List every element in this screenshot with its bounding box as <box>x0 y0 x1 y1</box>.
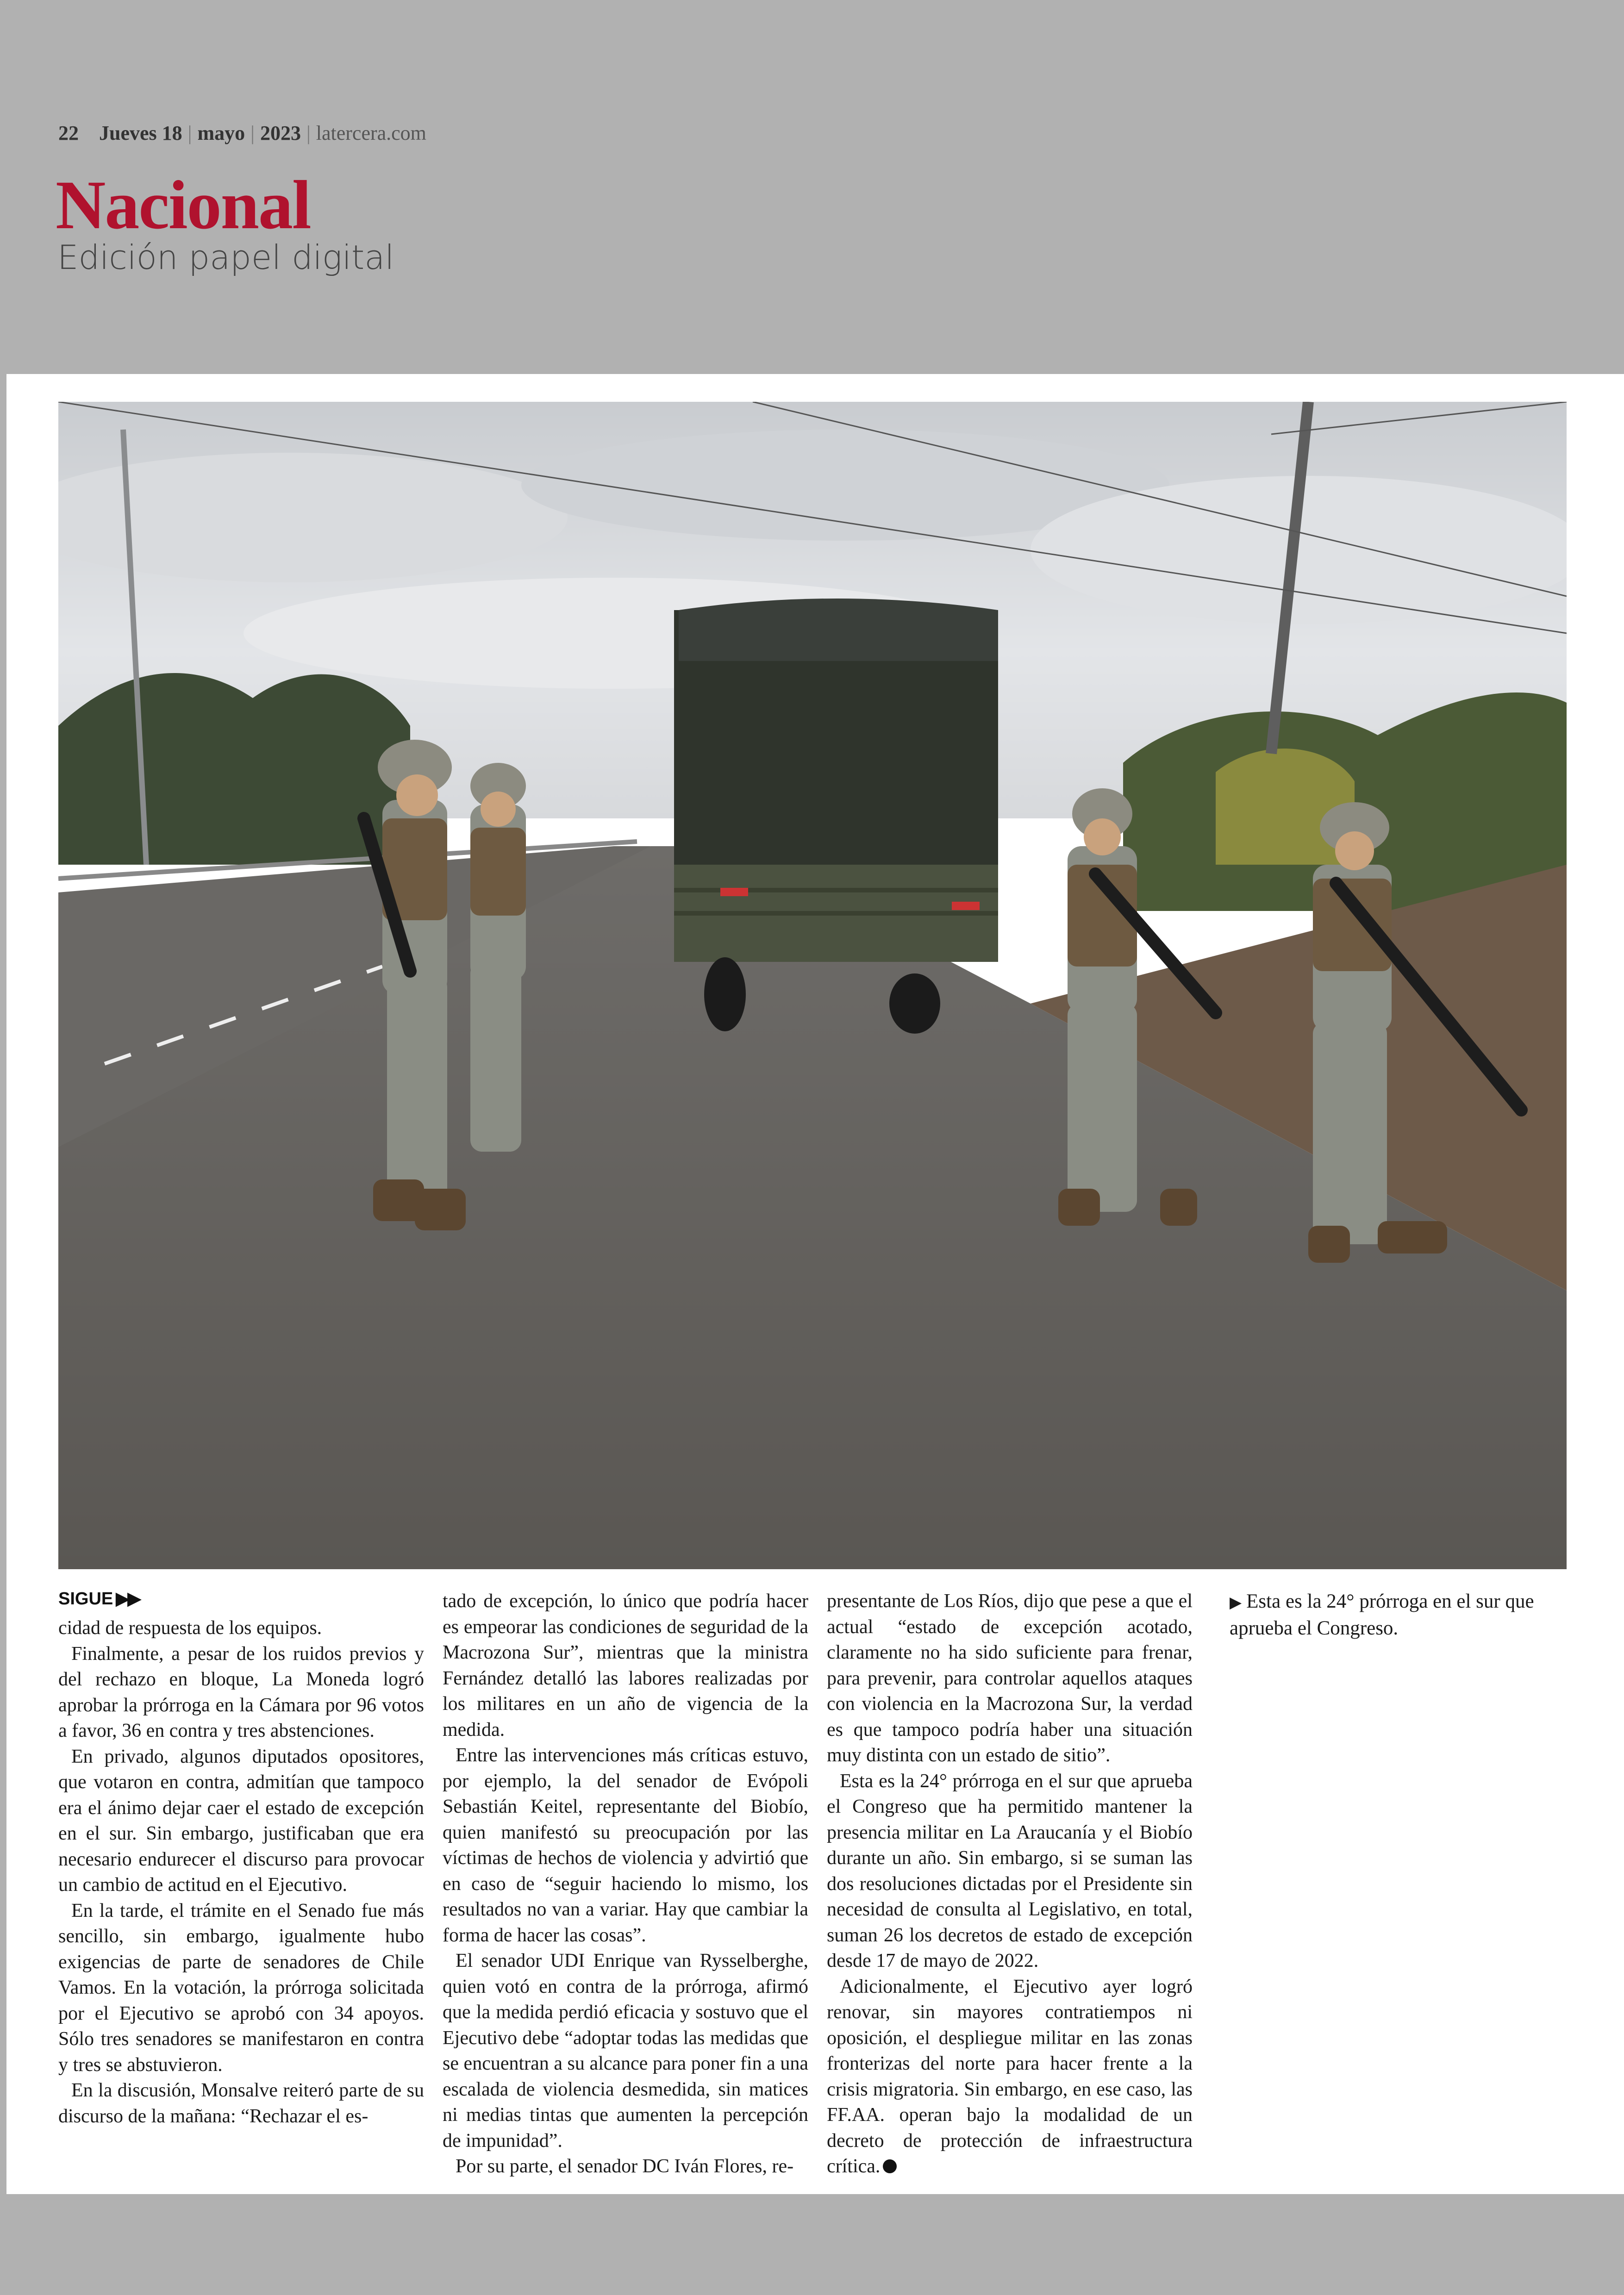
sidebar-note: ▶ Esta es la 24° prórroga en el sur que aprueba el Congreso. <box>1230 1590 1534 1639</box>
page-number: 22 <box>58 122 79 144</box>
paragraph: Entre las intervenciones más críticas estuvo, por ejemplo, la del senador de Evópoli Sebastián Keitel, representante del Biobío, quien manifestó su preocupación por las víctimas de hechos de violencia y advirtió que en caso de “seguir haciendo lo mismo, los resultados no van a variar. Hay que cambiar la forma de hacer las cosas”. <box>443 1745 808 1946</box>
article-column-2 <box>443 1589 808 2180</box>
paragraph: El senador UDI Enrique van Rysselberghe, quien votó en contra de la prórroga, afirmó que la medida perdió eficacia y sostuvo que el Ejecutivo debe “adoptar todas las medidas que se encuentran a su alcance para poner fin a una escalada de violencia desmedida, sin matices ni medias tintas que aumenten la percepción de impunidad”. <box>443 1950 808 2152</box>
continues-label: SIGUE ▶▶ <box>58 1589 139 1609</box>
double-arrow-icon: ▶▶ <box>116 1589 139 1609</box>
date-weekday: Jueves 18 <box>99 122 182 144</box>
edition-subtitle: Edición papel digital <box>57 238 394 277</box>
paragraph-final: Adicionalmente, el Ejecutivo ayer logró renovar, sin mayores contratiempos ni oposición, el despliegue militar en las zonas fronterizas del norte para hacer frente a la crisis migratoria. Sin embargo, en ese caso, las FF.AA. operan bajo la modalidad de un decreto de protección de infraestructura crítica. <box>827 1976 1193 2177</box>
date-year: 2023 <box>260 122 301 144</box>
section-title: Nacional <box>56 167 311 243</box>
paragraph: cidad de respuesta de los equipos. <box>58 1617 322 1639</box>
photo-military-checkpoint <box>58 402 1567 1569</box>
paragraph: En la discusión, Monsalve reiteró parte de su discurso de la mañana: “Rechazar el es- <box>58 2080 424 2127</box>
paragraph: Finalmente, a pesar de los ruidos previos y del rechazo en bloque, La Moneda logró aprobar la prórroga en la Cámara por 96 votos a favor, 36 en contra y tres abstenciones. <box>58 1643 424 1741</box>
article-column-3 <box>827 1589 1193 2180</box>
article-column-1 <box>58 1589 424 2129</box>
end-of-article-icon <box>883 2159 897 2173</box>
paragraph: tado de excepción, lo único que podría hacer es empeorar las condiciones de seguridad de la Macrozona Sur”, mientras que la ministra Fernández detalló las labores realizadas por los militares en un año de vigencia de la medida. <box>443 1590 808 1740</box>
triangle-bullet-icon: ▶ <box>1230 1594 1242 1611</box>
paragraph: En la tarde, el trámite en el Senado fue más sencillo, sin embargo, igualmente hubo exigencias de parte de senadores de Chile Vamos. En la votación, la prórroga solicitada por el Ejecutivo se aprobó con 34 apoyos. Sólo tres senadores se manifestaron en contra y tres se abstuvieron. <box>58 1900 424 2076</box>
date-month: mayo <box>197 122 245 144</box>
paragraph: En privado, algunos diputados opositores, que votaron en contra, admitían que tampoco era el ánimo dejar caer el estado de excepción en el sur. Sin embargo, justificaban que era necesario endurecer el discurso para provocar un cambio de actitud en el Ejecutivo. <box>58 1746 424 1896</box>
paragraph: Esta es la 24° prórroga en el sur que aprueba el Congreso que ha permitido mantener la presencia militar en La Araucanía y el Biobío durante un año. Sin embargo, si se suman las dos resoluciones dictadas por el Presidente sin necesidad de consulta al Legislativo, en total, suman 26 los decretos de estado de excepción desde 17 de mayo de 2022. <box>827 1770 1193 1971</box>
paragraph: presentante de Los Ríos, dijo que pese a que el actual “estado de excepción acotado, claramente no ha sido suficiente para frenar, para prevenir, para controlar aquellos ataques con violencia en la Macrozona Sur, la verdad es que tampoco podría haber una situación muy distinta con un estado de sitio”. <box>827 1590 1193 1766</box>
dateline: 22 Jueves 18 | mayo | 2023 | latercera.com <box>58 122 426 144</box>
masthead <box>58 121 426 145</box>
photo-image <box>58 402 1567 1569</box>
site-link[interactable]: latercera.com <box>316 122 426 144</box>
paragraph: Por su parte, el senador DC Iván Flores, re- <box>456 2156 794 2177</box>
